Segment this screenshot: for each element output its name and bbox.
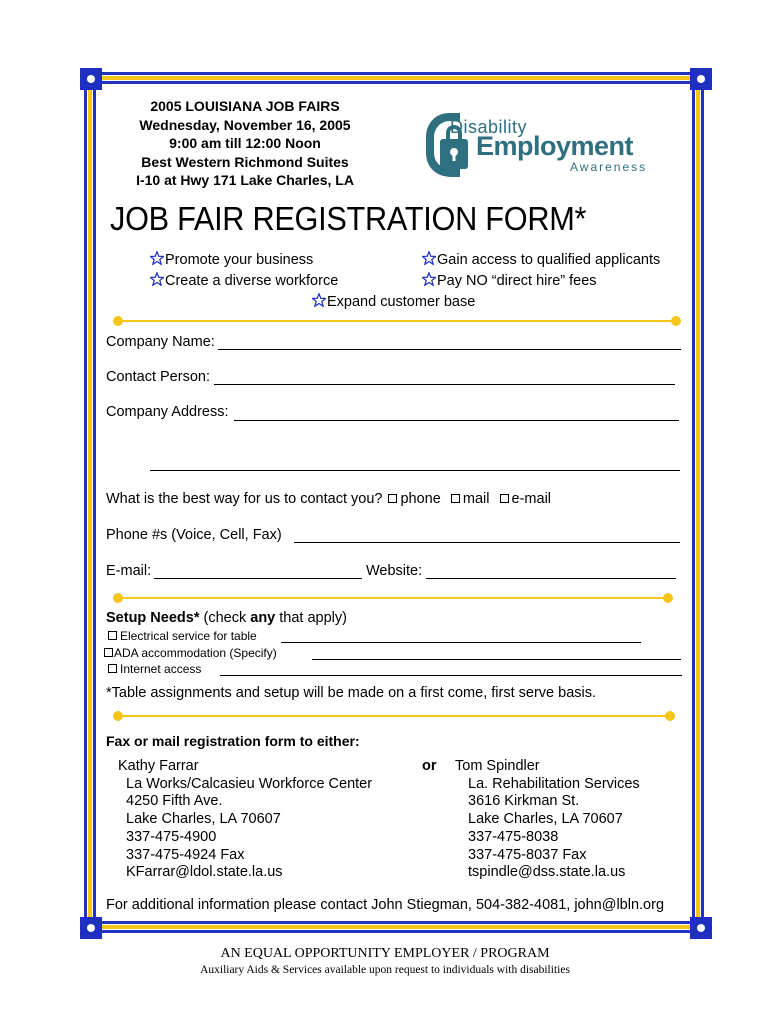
electrical-checkbox[interactable] — [108, 631, 117, 640]
logo-word-awareness: Awareness — [570, 160, 648, 174]
company-address-field[interactable] — [234, 420, 679, 421]
section-divider — [118, 715, 670, 717]
contact-mail-checkbox[interactable] — [451, 494, 460, 503]
event-time: 9:00 am till 12:00 Noon — [169, 135, 321, 151]
contact-city: Lake Charles, LA 70607 — [126, 811, 281, 828]
benefit-label: Pay NO “direct hire” fees — [437, 273, 597, 289]
frame-bottom-yellow — [80, 925, 708, 929]
phone-label: Phone #s (Voice, Cell, Fax) — [106, 527, 282, 543]
frame-corner-top-right — [690, 68, 712, 90]
benefit-item — [312, 293, 475, 310]
contact-fax: 337-475-4924 Fax — [126, 846, 245, 863]
company-name-field[interactable] — [218, 349, 681, 350]
contact-person-field[interactable] — [214, 384, 675, 385]
benefit-label: Promote your business — [165, 252, 314, 268]
event-location: I-10 at Hwy 171 Lake Charles, LA — [136, 172, 354, 188]
benefit-label: Create a diverse workforce — [165, 273, 339, 289]
benefit-label: Gain access to qualified applicants — [437, 252, 661, 268]
benefit-item — [422, 272, 597, 289]
contact-street: 3616 Kirkman St. — [468, 793, 580, 810]
star-icon — [312, 293, 326, 307]
equal-opportunity-statement: AN EQUAL OPPORTUNITY EMPLOYER / PROGRAM — [220, 946, 550, 961]
contact-org: La Works/Calcasieu Workforce Center — [126, 775, 373, 792]
frame-left-yellow — [88, 72, 92, 932]
frame-bottom-blue-inner — [80, 930, 708, 933]
electrical-label: Electrical service for table — [120, 629, 257, 643]
website-field[interactable] — [426, 578, 676, 579]
mail-heading: Fax or mail registration form to either: — [106, 733, 360, 749]
additional-info: For additional information please contact John Stiegman, 504-382-4081, john@lbln.org — [106, 897, 665, 913]
internet-checkbox[interactable] — [108, 664, 117, 673]
contact-card-right — [455, 758, 640, 882]
contact-email: KFarrar@ldol.state.la.us — [126, 864, 283, 881]
contact-name: Kathy Farrar — [118, 758, 199, 774]
company-name-label: Company Name: — [106, 334, 215, 350]
frame-right-blue-outer — [701, 72, 704, 932]
phone-field[interactable] — [294, 542, 680, 543]
section-divider — [118, 320, 676, 322]
setup-option-ada — [104, 646, 277, 660]
frame-right-yellow — [696, 72, 700, 932]
ada-label: ADA accommodation (Specify) — [114, 646, 277, 660]
event-title: 2005 LOUISIANA JOB FAIRS — [150, 98, 340, 114]
auxiliary-aids-statement: Auxiliary Aids & Services available upon request to individuals with disabilities — [200, 964, 570, 976]
or-label: or — [422, 758, 437, 774]
frame-top-yellow — [80, 76, 708, 80]
contact-phone: 337-475-4900 — [126, 828, 217, 845]
frame-bottom-blue-outer — [80, 921, 708, 924]
contact-card-left — [118, 758, 372, 882]
benefit-item — [422, 251, 660, 268]
star-icon — [150, 251, 164, 265]
contact-fax: 337-475-8037 Fax — [468, 846, 587, 863]
email-field[interactable] — [154, 578, 362, 579]
contact-phone-checkbox[interactable] — [388, 494, 397, 503]
benefit-label: Expand customer base — [327, 294, 476, 310]
ada-checkbox[interactable] — [104, 648, 113, 657]
internet-field[interactable] — [220, 675, 682, 676]
frame-top-blue-inner — [80, 81, 708, 84]
contact-method-row — [106, 491, 551, 507]
frame-left-blue-inner — [93, 72, 96, 932]
contact-phone: 337-475-8038 — [468, 828, 559, 845]
frame-corner-top-left — [80, 68, 102, 90]
benefit-item — [150, 272, 338, 289]
contact-city: Lake Charles, LA 70607 — [468, 811, 623, 828]
contact-email-label: e-mail — [511, 491, 552, 507]
event-venue: Best Western Richmond Suites — [141, 153, 349, 170]
logo-word-employment: Employment — [476, 131, 634, 161]
contact-name: Tom Spindler — [455, 758, 540, 774]
event-info — [110, 97, 380, 190]
company-address-field-line2[interactable] — [150, 470, 680, 471]
contact-email-checkbox[interactable] — [500, 494, 509, 503]
table-assignment-note: *Table assignments and setup will be made on a first come, first serve basis. — [106, 685, 597, 701]
disability-employment-awareness-logo — [420, 103, 660, 183]
form-title: JOB FAIR REGISTRATION FORM* — [110, 200, 587, 237]
internet-label: Internet access — [120, 662, 202, 676]
frame-right-blue-inner — [692, 72, 695, 932]
frame-top-blue-outer — [80, 72, 708, 75]
star-icon — [422, 272, 436, 286]
contact-phone-label: phone — [400, 491, 441, 507]
setup-needs-heading: Setup Needs* (check any that apply) — [106, 610, 347, 626]
frame-corner-bottom-right — [690, 917, 712, 939]
contact-org: La. Rehabilitation Services — [468, 775, 640, 792]
frame-left-blue-outer — [84, 72, 87, 932]
ada-field[interactable] — [312, 659, 681, 660]
star-icon — [150, 272, 164, 286]
benefit-item — [150, 251, 313, 268]
logo-word-disability: Disability — [450, 117, 528, 137]
email-label: E-mail: — [106, 563, 152, 579]
company-address-label: Company Address: — [106, 404, 229, 420]
event-date: Wednesday, November 16, 2005 — [139, 116, 351, 133]
setup-option-internet — [106, 662, 201, 676]
setup-option-electrical — [106, 629, 257, 643]
contact-email: tspindle@dss.state.la.us — [468, 864, 626, 881]
frame-corner-bottom-left — [80, 917, 102, 939]
electrical-field[interactable] — [281, 642, 641, 643]
contact-street: 4250 Fifth Ave. — [126, 793, 223, 810]
star-icon — [422, 251, 436, 265]
website-label: Website: — [366, 563, 423, 579]
contact-mail-label: mail — [462, 491, 490, 507]
contact-person-label: Contact Person: — [106, 369, 210, 385]
contact-method-question: What is the best way for us to contact you? — [106, 491, 383, 507]
section-divider — [118, 597, 668, 599]
